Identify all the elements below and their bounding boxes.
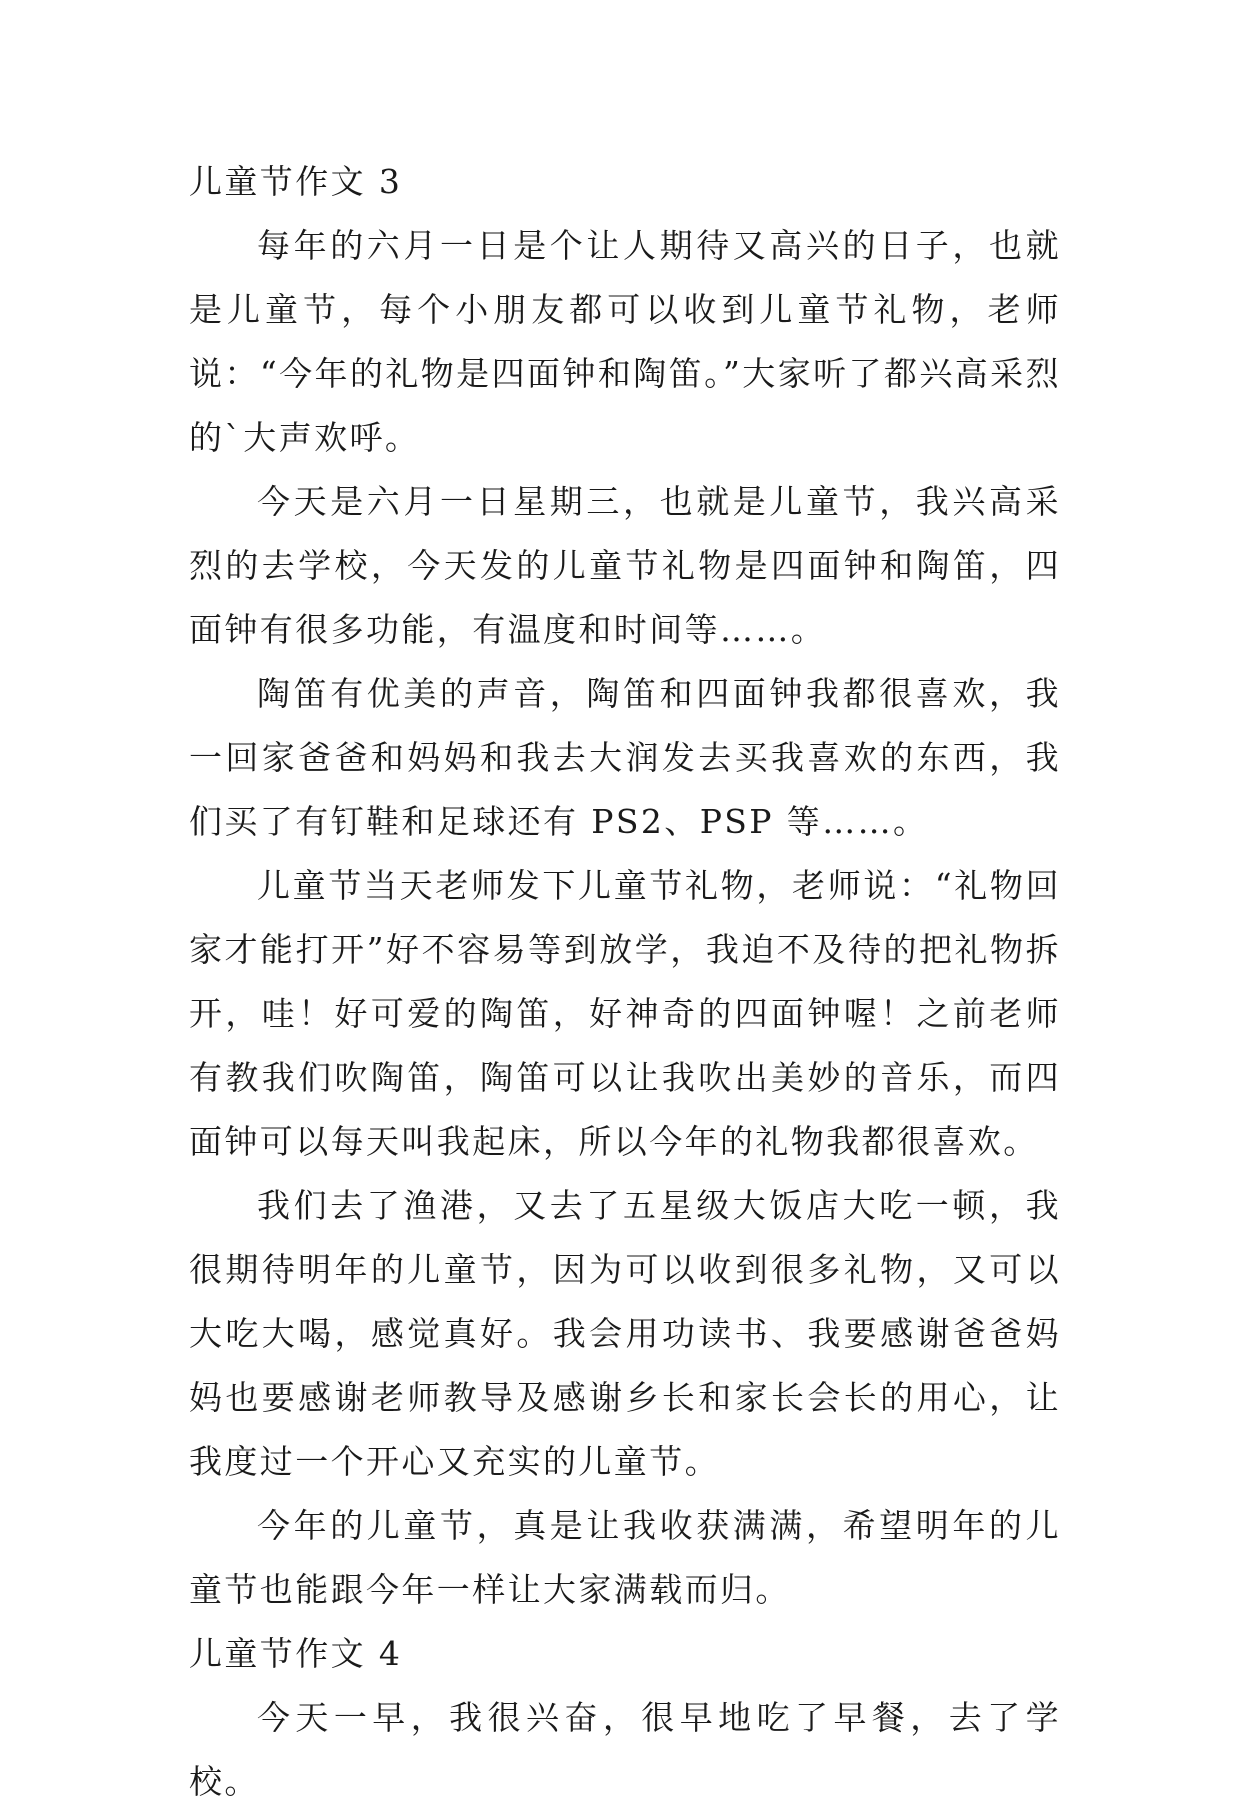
essay-3-paragraph: 今天是六月一日星期三，也就是儿童节，我兴高采烈的去学校，今天发的儿童节礼物是四面钟和陶笛，四面钟有很多功能，有温度和时间等……。 bbox=[189, 482, 1061, 649]
document-body bbox=[189, 150, 1061, 1814]
essay-3-paragraph: 今年的儿童节，真是让我收获满满，希望明年的儿童节也能跟今年一样让大家满载而归。 bbox=[189, 1506, 1061, 1609]
essay-3-paragraph: 每年的六月一日是个让人期待又高兴的日子，也就是儿童节，每个小朋友都可以收到儿童节礼物，老师说：“今年的礼物是四面钟和陶笛。”大家听了都兴高采烈的`大声欢呼。 bbox=[189, 226, 1061, 457]
essay-4-title: 儿童节作文 4 bbox=[189, 1634, 403, 1673]
essay-3-paragraph: 陶笛有优美的声音，陶笛和四面钟我都很喜欢，我一回家爸爸和妈妈和我去大润发去买我喜欢的东西，我们买了有钉鞋和足球还有 PS2、PSP 等……。 bbox=[189, 674, 1061, 841]
essay-4-paragraph: 今天一早，我很兴奋，很早地吃了早餐，去了学校。 bbox=[189, 1698, 1061, 1801]
essay-3-paragraph: 我们去了渔港，又去了五星级大饭店大吃一顿，我很期待明年的儿童节，因为可以收到很多礼物，又可以大吃大喝，感觉真好。我会用功读书、我要感谢爸爸妈妈也要感谢老师教导及感谢乡长和家长会长的用心，让我度过一个开心又充实的儿童节。 bbox=[189, 1186, 1061, 1481]
essay-3-paragraph: 儿童节当天老师发下儿童节礼物，老师说：“礼物回家才能打开”好不容易等到放学，我迫不及待的把礼物拆开，哇！好可爱的陶笛，好神奇的四面钟喔！之前老师有教我们吹陶笛，陶笛可以让我吹出美妙的音乐，而四面钟可以每天叫我起床，所以今年的礼物我都很喜欢。 bbox=[189, 866, 1061, 1161]
essay-3-title: 儿童节作文 3 bbox=[189, 162, 403, 201]
